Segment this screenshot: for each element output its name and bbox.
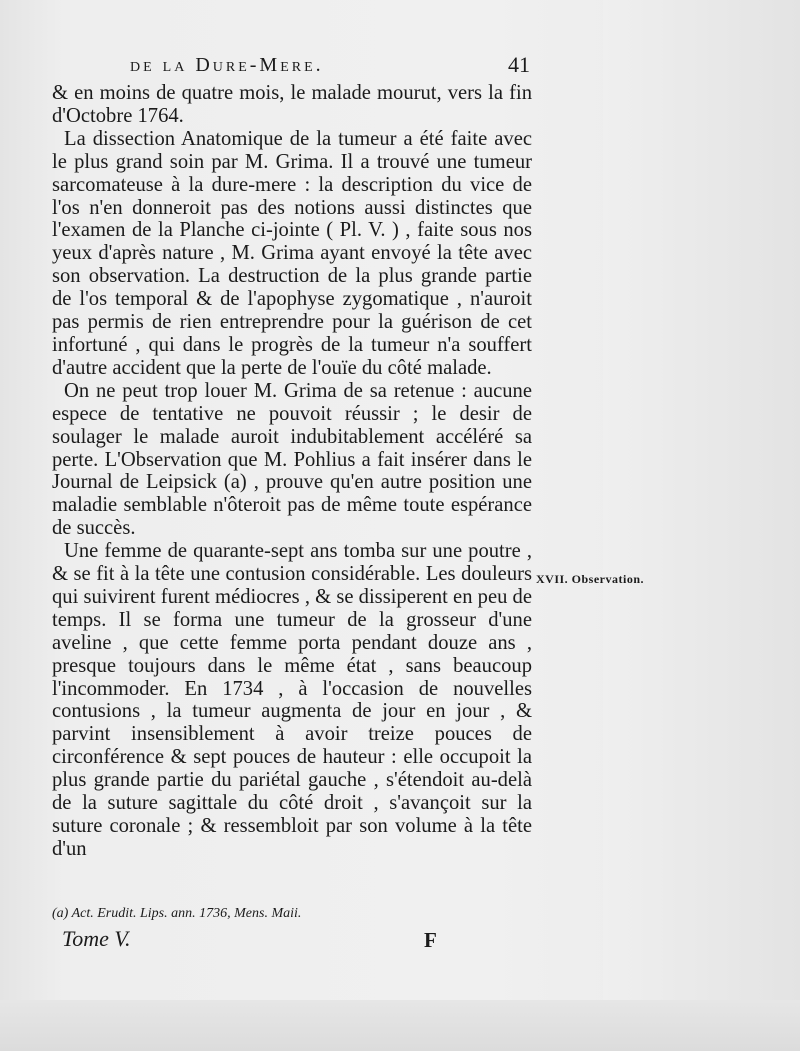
paragraph-dissection: La dissection Anatomique de la tumeur a été faite avec le plus grand soin par M. Grima. Il a trouvé une tumeur sarcomateuse à la dure-mere : la description du vice de l'os n'en donneroit pas des notions aussi distinctes que l'examen de la Planche ci-jointe ( Pl. V. ) , faite sous nos yeux d'après nature , M. Grima ayant envoyé la tête avec son observation. La destruction de la plus grande partie de l'os temporal & de l'apophyse zygomatique , n'auroit pas permis de rien entreprendre pour la guérison de cet infortuné , qui dans le progrès de la tumeur n'a souffert d'autre accident que la perte de l'ouïe du côté malade. [52, 127, 532, 379]
facing-page-edge [603, 0, 800, 1051]
body-text [52, 82, 532, 861]
paragraph-observation-xvii: Une femme de quarante-sept ans tomba sur une poutre , & se fit à la tête une contusion considérable. Les douleurs qui suivirent furent médiocres , & se dissiperent en peu de temps. Il se forma une tumeur de la grosseur d'une aveline , que cette femme porta pendant douze ans , presque toujours dans le même état , sans beaucoup l'incommoder. En 1734 , à l'occasion de nouvelles contusions , la tumeur augmenta de jour en jour , & parvint insensiblement à avoir treize pouces de circonférence & sept pouces de hauteur : elle occupoit la plus grande partie du pariétal gauche , s'étendoit au-delà de la suture sagittale du côté droit , s'avançoit sur la suture coronale ; & ressembloit par son volume à la tête d'un [52, 540, 532, 860]
signature-line [62, 926, 532, 958]
running-title: de la Dure-Mere. [130, 54, 324, 76]
paragraph-continuation: & en moins de quatre mois, le malade mourut, vers la fin d'Octobre 1764. [52, 82, 532, 127]
footnote: (a) Act. Erudit. Lips. ann. 1736, Mens. Maii. [52, 906, 302, 921]
signature-mark: F [424, 928, 437, 952]
page-bottom-margin [0, 1000, 800, 1051]
volume-label: Tome V. [62, 926, 131, 951]
page-number: 41 [508, 52, 530, 77]
paragraph-retenue: On ne peut trop louer M. Grima de sa retenue : aucune espece de tentative ne pouvoit réussir ; le desir de soulager le malade auroit indubitablement accéléré sa perte. L'Observation que M. Pohlius a fait insérer dans le Journal de Leipsick (a) , prouve qu'en autre position une maladie semblable n'ôteroit pas de même toute espérance de succès. [52, 379, 532, 540]
margin-note: XVII. Observation. [536, 572, 645, 586]
running-head [130, 52, 530, 82]
